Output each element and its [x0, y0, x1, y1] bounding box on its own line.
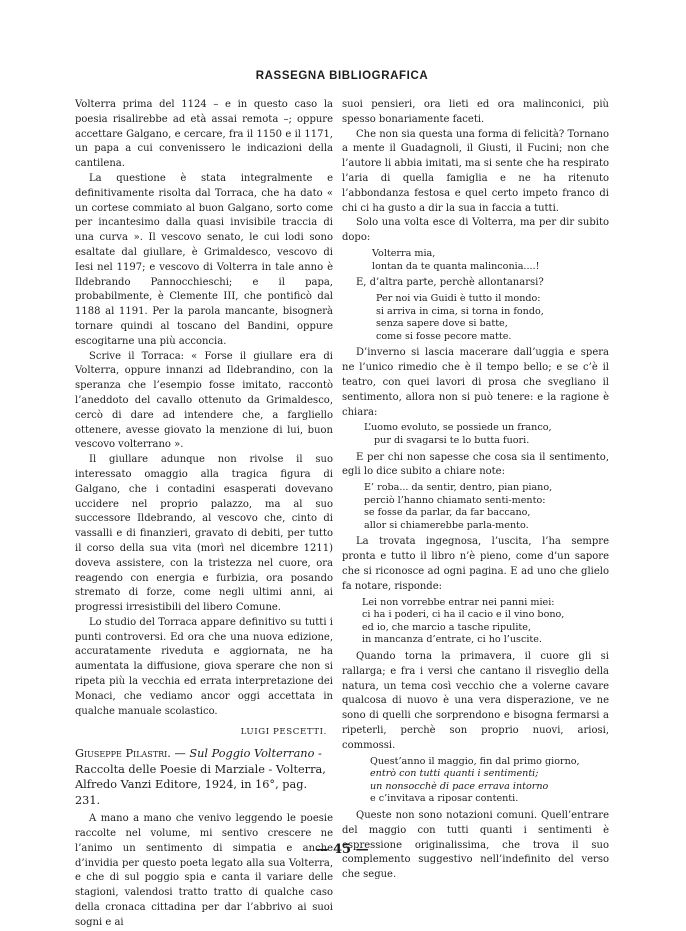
review-book-title: — Sul Poggio Volterrano - [174, 747, 322, 761]
paragraph: Queste non sono notazioni comuni. Quell’entrare del maggio con tutti quanti i sentimenti è espressione originalissima, che trova il suo complemento suggestivo nell’indefinito del verso che segue. [342, 809, 609, 881]
verse-line: senza sapere dove si batte, [376, 318, 508, 330]
verse-line: perciò l’hanno chiamato senti-mento: [364, 494, 546, 506]
paragraph: Scrive il Torraca: « Forse il giullare era di Volterra, oppure innanzi ad Ildebrandino, con la speranza che l’esempio fosse imitato, raccontò l’aneddoto del cavallo ottenuto da Grimaldesco, cercò di dare ad intendere che, a fargliello ottenere, avesse giovato la menzione di lui, buon vescovo volterrano ». [75, 350, 333, 451]
right-column [342, 98, 609, 883]
verse-line: lontan da te quanta malinconia....! [372, 260, 540, 272]
verse-line: allor si chiamerebbe parla-mento. [364, 519, 529, 531]
page-number: — 45 — [315, 842, 369, 857]
verse-line: Volterra mia, [372, 247, 436, 259]
verse-line: un nonsocchè di pace errava intorno [370, 780, 549, 792]
paragraph: Lo studio del Torraca appare definitivo su tutti i punti controversi. Ed ora che una nuova edizione, accuratamente riveduta e aggiornata, ne ha aumentata la diffusione, giova sperare che non si ripeta più la vecchia ed errata interpretazione dei Monaci, che vediamo ancor oggi accettata in qualche manuale scolastico. [75, 616, 333, 717]
verse-line: in mancanza d’entrate, ci ho l’uscite. [362, 634, 542, 646]
verse-line: Quest’anno il maggio, fin dal primo giorno, [370, 755, 580, 767]
running-header: RASSEGNA BIBLIOGRAFICA [255, 70, 429, 82]
paragraph: Solo una volta esce di Volterra, ma per dir subito dopo: [342, 217, 609, 244]
paragraph: La trovata ingegnosa, l’uscita, l’ha sempre pronta e tutto il libro n’è pieno, come d’un sapore che si riconosce ad ogni pagina. E ad uno che glielo fa notare, risponde: [342, 536, 609, 592]
verse-quote [342, 482, 609, 532]
review-author: Giuseppe Pilastri. [75, 747, 171, 761]
paragraph: D’inverno si lascia macerare dall’uggia e spera ne l’unico rimedio che è il tempo bello; e se c’è il teatro, con quei lavori di prosa che svegliano il sentimento, allora non si può tenere: e la ragione è chiara: [342, 347, 609, 418]
verse-quote [342, 248, 609, 273]
article-author-signature: LUIGI PESCETTI. [240, 727, 327, 738]
verse-line: entrò con tutti quanti i sentimenti; [370, 768, 539, 780]
paragraph: E, d’altra parte, perchè allontanarsi? [356, 277, 544, 289]
paragraph: E per chi non sapesse che cosa sia il sentimento, egli lo dice subito a chiare note: [342, 451, 609, 478]
paragraph: La questione è stata integralmente e definitivamente risolta dal Torraca, che ha dato « un cortese commiato al buon Galgano, sorto come per incantesimo dalla quasi invisibile traccia di una curva ». Il vescovo senato, le cui lodi sono esaltate dal giullare, è Grimaldesco, vescovo di Iesi nel 1197; e vescovo di Volterra in tale anno è Ildebrando Pannocchieschi; e il papa, probabilmente, è Clemente III, che pontificò dal 1188 al 1191. Per la parola mancante, bisognerà tornare quindi al toscano del Bandini, oppure escogitarne una più acconcia. [75, 172, 333, 347]
verse-line: come si fosse pecore matte. [376, 330, 512, 342]
paragraph: A mano a mano che venivo leggendo le poesie raccolte nel volume, mi sentivo crescere ne l’animo un sentimento di simpatia e anche d’invidia per questo poeta legato alla sua Volterra, e che di sul poggio spia e canta il variare delle stagioni, valendosi tratto tratto di qualche caso della cronaca cittadina per dar l’abbrivo ai suoi sogni e ai [75, 813, 333, 928]
paragraph: Che non sia questa una forma di felicità? Tornano a mente il Guadagnoli, il Giusti, il Fucini; non che l’autore li abbia imitati, ma si sente che ha respirato l’aria di quella famiglia e ne ha ritenuto l’abbondanza festosa e quel certo impeto franco di chi ci ha gusto a dir la sua in faccia a tutti. [342, 128, 609, 214]
paragraph: suoi pensieri, ora lieti ed ora malinconici, più spesso bonariamente faceti. [342, 99, 609, 125]
review-heading [75, 746, 333, 808]
verse-line: pur di svagarsi te lo butta fuori. [374, 434, 530, 446]
verse-line: Lei non vorrebbe entrar nei panni miei: [362, 596, 555, 608]
verse-line: L’uomo evoluto, se possiede un franco, [364, 422, 552, 434]
verse-line: E’ roba... da sentir, dentro, pian piano, [364, 482, 553, 494]
verse-line: ed io, che marcio a tasche ripulite, [362, 621, 532, 633]
verse-line: ci ha i poderi, ci ha il cacio e il vino bono, [362, 609, 565, 621]
paragraph: Il giullare adunque non rivolse il suo interessato omaggio alla tragica figura di Galgano, che i contadini esasperati dovevano uccidere nel proprio palazzo, ma al suo successore Ildebrando, al vescovo che, cinto di vassalli e di finanzieri, gravato di debiti, per tutto il corso della sua vita (morì nel dicembre 1211) doveva assistere, con la tristezza nel cuore, ora reagendo con energia e furbizia, ora posando stremato di forze, come negli ultimi anni, ai progressi irresistibili del libero Comune. [75, 454, 333, 614]
paragraph: Quando torna la primavera, il cuore gli si rallarga; e fra i versi che cantano il risveglio della natura, un tema così vecchio che a volerne cavare qualcosa di nuovo è una vera disperazione, ve ne sono di quelli che sorprendono e bisogna fermarsi a ripeterli, perchè son proprio nuovi, ariosi, commossi. [342, 651, 609, 751]
review-publication-info: Raccolta delle Poesie di Marziale - Volterra, Alfredo Vanzi Editore, 1924, in 16°, pag. 231. [75, 762, 326, 807]
paragraph: Volterra prima del 1124 – e in questo caso la poesia risalirebbe ad età assai remota –; oppure accettare Galgano, e cercare, fra il 1150 e il 1171, un papa a cui convenissero le indicazioni della cantilena. [75, 99, 333, 170]
verse-line: Per noi via Guidi è tutto il mondo: [376, 292, 541, 304]
verse-quote [342, 597, 609, 647]
verse-line: si arriva in cima, si torna in fondo, [376, 305, 544, 317]
verse-quote [342, 293, 609, 343]
left-column [75, 98, 333, 931]
verse-quote [342, 422, 609, 447]
verse-line: se fosse da parlar, da far baccano, [364, 507, 531, 519]
verse-line: e c’invitava a riposar contenti. [370, 793, 519, 805]
verse-quote [342, 756, 609, 806]
